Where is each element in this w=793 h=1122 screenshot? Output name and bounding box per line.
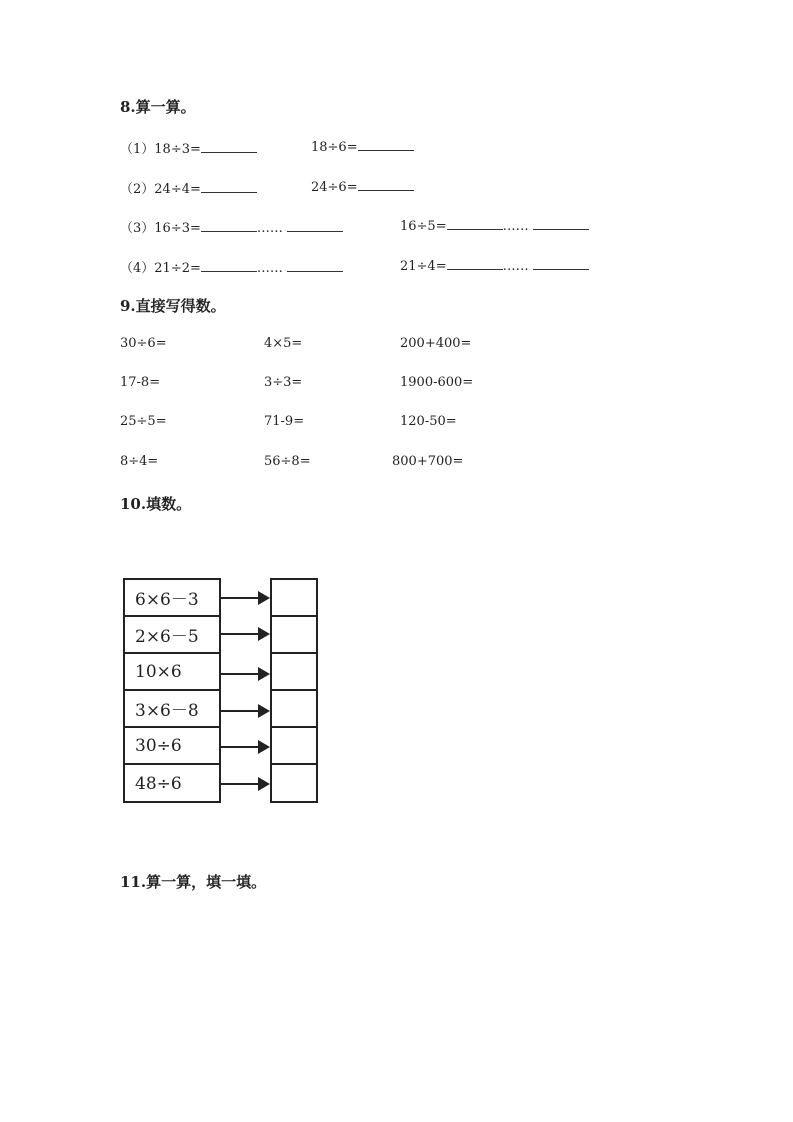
q8-row-3-left — [120, 217, 343, 236]
remainder-blank[interactable] — [287, 219, 343, 232]
q8-row-2-right — [311, 178, 414, 195]
q8-row-3-right-expr: 16÷5= — [400, 219, 447, 234]
arrow-right-icon — [220, 704, 270, 718]
answer-box[interactable] — [272, 691, 316, 728]
ellipsis: …… — [502, 259, 529, 274]
q9-item: 71-9= — [264, 414, 305, 429]
q8-row-1-right — [311, 138, 414, 155]
answer-blank[interactable] — [358, 138, 414, 151]
question-10-heading: 10.填数。 — [120, 495, 192, 513]
q8-row-3-right — [400, 217, 589, 234]
q9-item: 25÷5= — [120, 414, 167, 429]
question-8-heading: 8.算一算。 — [120, 98, 196, 116]
q8-row-2-expr: （2）24÷4= — [120, 182, 201, 197]
q9-item: 30÷6= — [120, 336, 167, 351]
answer-box[interactable] — [272, 728, 316, 765]
answer-box[interactable] — [272, 580, 316, 617]
expression-cell: 10×6 — [125, 654, 219, 691]
ellipsis: …… — [256, 261, 283, 276]
arrow-right-icon — [220, 627, 270, 641]
q8-row-3-expr: （3）16÷3= — [120, 221, 201, 236]
expression-cell: 6×6－3 — [125, 580, 219, 617]
expression-cell: 48÷6 — [135, 773, 182, 794]
q8-row-4-expr: （4）21÷2= — [120, 261, 201, 276]
q8-row-1-left — [120, 138, 257, 157]
q8-row-2-left — [120, 178, 257, 197]
q9-item: 200+400= — [400, 336, 472, 351]
q8-row-4-right-expr: 21÷4= — [400, 259, 447, 274]
ellipsis: …… — [256, 221, 283, 236]
q9-item: 800+700= — [392, 454, 464, 469]
q9-item: 17-8= — [120, 375, 161, 390]
answer-box[interactable] — [272, 654, 316, 691]
q9-item: 1900-600= — [400, 375, 474, 390]
remainder-blank[interactable] — [533, 257, 589, 270]
q9-item: 3÷3= — [264, 375, 303, 390]
q8-row-1-right-expr: 18÷6= — [311, 140, 358, 155]
q9-item: 56÷8= — [264, 454, 311, 469]
expression-cell: 2×6－5 — [125, 617, 219, 654]
quotient-blank[interactable] — [447, 217, 503, 230]
answer-box[interactable] — [272, 765, 316, 802]
q8-row-2-right-expr: 24÷6= — [311, 180, 358, 195]
arrow-right-icon — [220, 777, 270, 791]
ellipsis: …… — [502, 219, 529, 234]
remainder-blank[interactable] — [533, 217, 589, 230]
q9-item: 4×5= — [264, 336, 303, 351]
q9-item: 120-50= — [400, 414, 457, 429]
arrow-right-icon — [220, 667, 270, 681]
q8-row-4-left — [120, 257, 343, 276]
answer-column — [270, 578, 318, 803]
expression-column — [123, 578, 221, 803]
answer-blank[interactable] — [201, 180, 257, 193]
quotient-blank[interactable] — [201, 219, 257, 232]
quotient-blank[interactable] — [447, 257, 503, 270]
expression-cell: 3×6－8 — [125, 691, 219, 728]
answer-blank[interactable] — [201, 140, 257, 153]
arrow-right-icon — [220, 740, 270, 754]
answer-blank[interactable] — [358, 178, 414, 191]
q8-row-1-expr: （1）18÷3= — [120, 142, 201, 157]
expression-cell: 30÷6 — [125, 728, 219, 765]
arrow-right-icon — [220, 591, 270, 605]
quotient-blank[interactable] — [201, 259, 257, 272]
remainder-blank[interactable] — [287, 259, 343, 272]
question-9-heading: 9.直接写得数。 — [120, 297, 226, 315]
question-11-heading: 11.算一算，填一填。 — [120, 873, 267, 891]
q9-item: 8÷4= — [120, 454, 159, 469]
answer-box[interactable] — [272, 617, 316, 654]
q8-row-4-right — [400, 257, 589, 274]
